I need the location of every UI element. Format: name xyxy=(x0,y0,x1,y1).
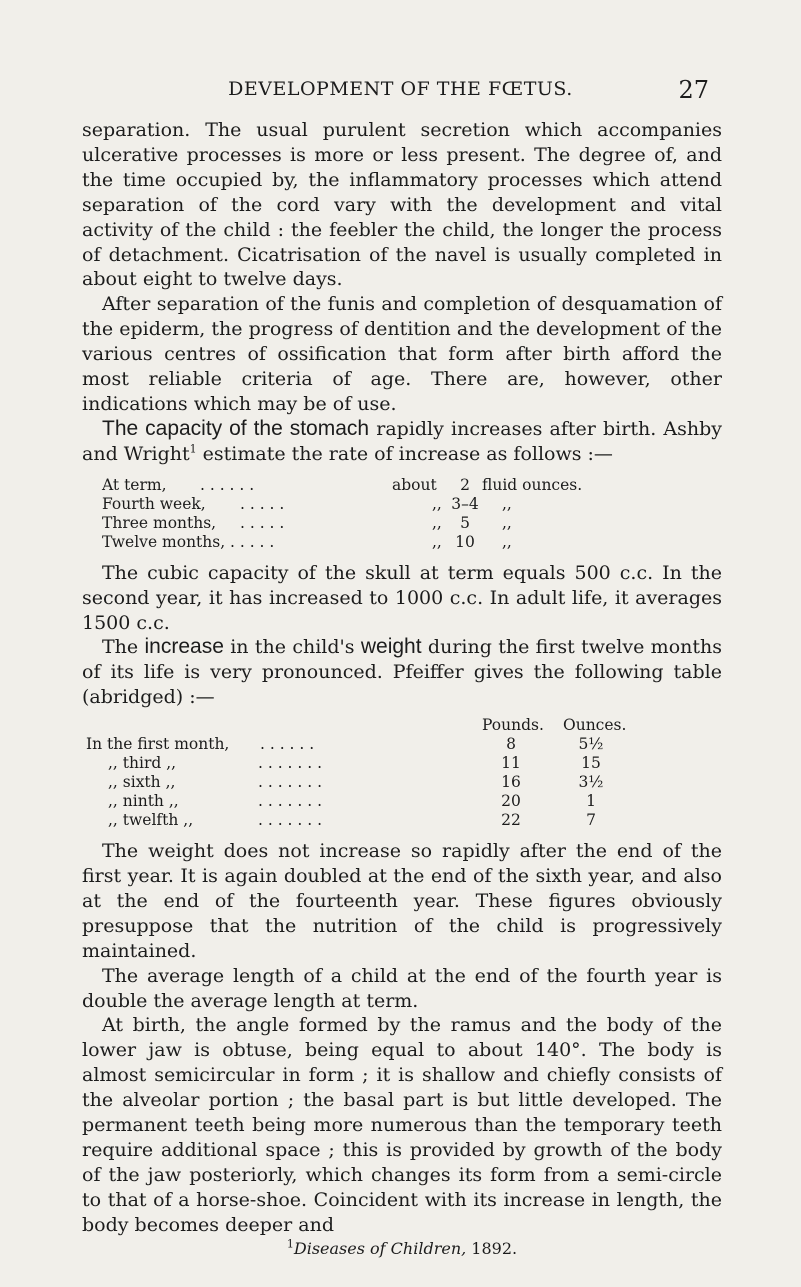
prefix: ,, xyxy=(432,494,442,513)
paragraph: At birth, the angle formed by the ramus and the body of the lower jaw is obtuse, being equal to about 140°. The body is almost semicircular in form ; it is shallow and chiefly consists of the alveolar portion ; the basal part is but little developed. The permanent teeth being more numerous than the temporary teeth require additional space ; this is provided by growth of the body of the jaw posteriorly, which changes its form from a semi-circle to that of a horse-shoe. Coincident with its increase in length, the body becomes deeper and xyxy=(82,1014,722,1236)
leader-dots: . . . . . xyxy=(240,494,285,513)
running-title: DEVELOPMENT OF THE FŒTUS. xyxy=(228,78,573,100)
row-label: ,, third ,, xyxy=(108,754,177,773)
run-in-heading: increase xyxy=(144,635,224,659)
footnote-mark: 1 xyxy=(286,1237,294,1251)
value: 5 xyxy=(460,513,470,532)
value: 2 xyxy=(460,475,470,494)
footnote-ref: 1 xyxy=(189,442,197,456)
leader-dots: . . . . . . . xyxy=(258,811,323,830)
table-row xyxy=(82,514,722,533)
row-label: ,, sixth ,, xyxy=(108,773,176,792)
value: 3–4 xyxy=(451,494,479,513)
leader-dots: . . . . . xyxy=(230,532,275,551)
paragraph-text: in the child's xyxy=(223,636,361,659)
ounces-value: 7 xyxy=(586,811,596,830)
pounds-value: 16 xyxy=(501,773,521,792)
column-header-pounds: Pounds. xyxy=(482,716,544,735)
leader-dots: . . . . . . xyxy=(200,475,255,494)
pounds-value: 22 xyxy=(501,811,521,830)
unit: ,, xyxy=(502,532,512,551)
table-row xyxy=(82,476,722,495)
ounces-value: 1 xyxy=(586,792,596,811)
pounds-value: 11 xyxy=(501,754,521,773)
table-row xyxy=(82,754,722,773)
unit: fluid ounces. xyxy=(482,475,583,494)
paragraph: separation. The usual purulent secretion which accompanies ulcerative processes is more or less present. The degree of, and the time occupied by, the inflammatory processes which attend separation of the cord vary with the development and vital activity of the child : the feebler the child, the longer the process of detachment. Cicatrisation of the navel is usually completed in about eight to twelve days. xyxy=(82,119,722,291)
unit: ,, xyxy=(502,494,512,513)
weight-table xyxy=(82,716,722,830)
running-header xyxy=(0,76,801,106)
ounces-value: 5½ xyxy=(578,735,604,754)
leader-dots: . . . . . . xyxy=(260,735,315,754)
row-label: ,, ninth ,, xyxy=(108,792,179,811)
prefix: ,, xyxy=(432,532,442,551)
paragraph-text: The xyxy=(102,636,145,659)
leader-dots: . . . . . . . xyxy=(258,792,323,811)
pounds-value: 8 xyxy=(506,735,516,754)
table-row xyxy=(82,533,722,552)
row-label: Twelve months, xyxy=(102,532,226,551)
footnote-year: 1892. xyxy=(466,1238,518,1258)
footnote xyxy=(82,1239,722,1258)
footnote-title: Diseases of Children, xyxy=(293,1238,467,1258)
ounces-value: 15 xyxy=(581,754,601,773)
table-row xyxy=(82,773,722,792)
paragraph-text: during the first twelve months of its life is very pronounced. Pfeiffer gives the following table (abridged) :— xyxy=(82,636,722,709)
paragraph-text: rapidly increases after birth. Ashby and Wright xyxy=(82,417,722,465)
paragraph: The average length of a child at the end of the fourth year is double the average length at term. xyxy=(82,964,722,1012)
run-in-heading: The capacity of the stomach xyxy=(102,416,370,440)
paragraph: The weight does not increase so rapidly after the end of the first year. It is again doubled at the end of the sixth year, and also at the end of the fourteenth year. These figures obviously presuppose that the nutrition of the child is progressively maintained. xyxy=(82,840,722,962)
row-label: Three months, xyxy=(102,513,217,532)
leader-dots: . . . . . xyxy=(240,513,285,532)
page-number: 27 xyxy=(678,76,709,104)
pounds-value: 20 xyxy=(501,792,521,811)
table-header-row xyxy=(82,716,722,735)
table-row xyxy=(82,792,722,811)
stomach-capacity-table xyxy=(82,476,722,552)
table-row xyxy=(82,811,722,830)
paragraph: The cubic capacity of the skull at term equals 500 c.c. In the second year, it has increased to 1000 c.c. In adult life, it averages 1500 c.c. xyxy=(82,561,722,634)
run-in-heading: weight xyxy=(360,635,422,659)
table-row xyxy=(82,735,722,754)
prefix: ,, xyxy=(432,513,442,532)
column-header-ounces: Ounces. xyxy=(563,716,627,735)
paragraph: After separation of the funis and completion of desquamation of the epiderm, the progress of dentition and the development of the various centres of ossification that form after birth afford the most reliable criteria of age. There are, however, other indications which may be of use. xyxy=(82,293,722,415)
row-label: At term, xyxy=(102,475,167,494)
paragraph xyxy=(82,635,722,710)
prefix: about xyxy=(392,475,437,494)
paragraph-text: estimate the rate of increase as follows :— xyxy=(196,442,613,465)
row-label: In the first month, xyxy=(86,735,230,754)
page-body xyxy=(82,118,722,1258)
ounces-value: 3½ xyxy=(578,773,604,792)
unit: ,, xyxy=(502,513,512,532)
table-row xyxy=(82,495,722,514)
paragraph xyxy=(82,417,722,467)
row-label: ,, twelfth ,, xyxy=(108,811,194,830)
value: 10 xyxy=(455,532,475,551)
row-label: Fourth week, xyxy=(102,494,206,513)
leader-dots: . . . . . . . xyxy=(258,754,323,773)
leader-dots: . . . . . . . xyxy=(258,773,323,792)
